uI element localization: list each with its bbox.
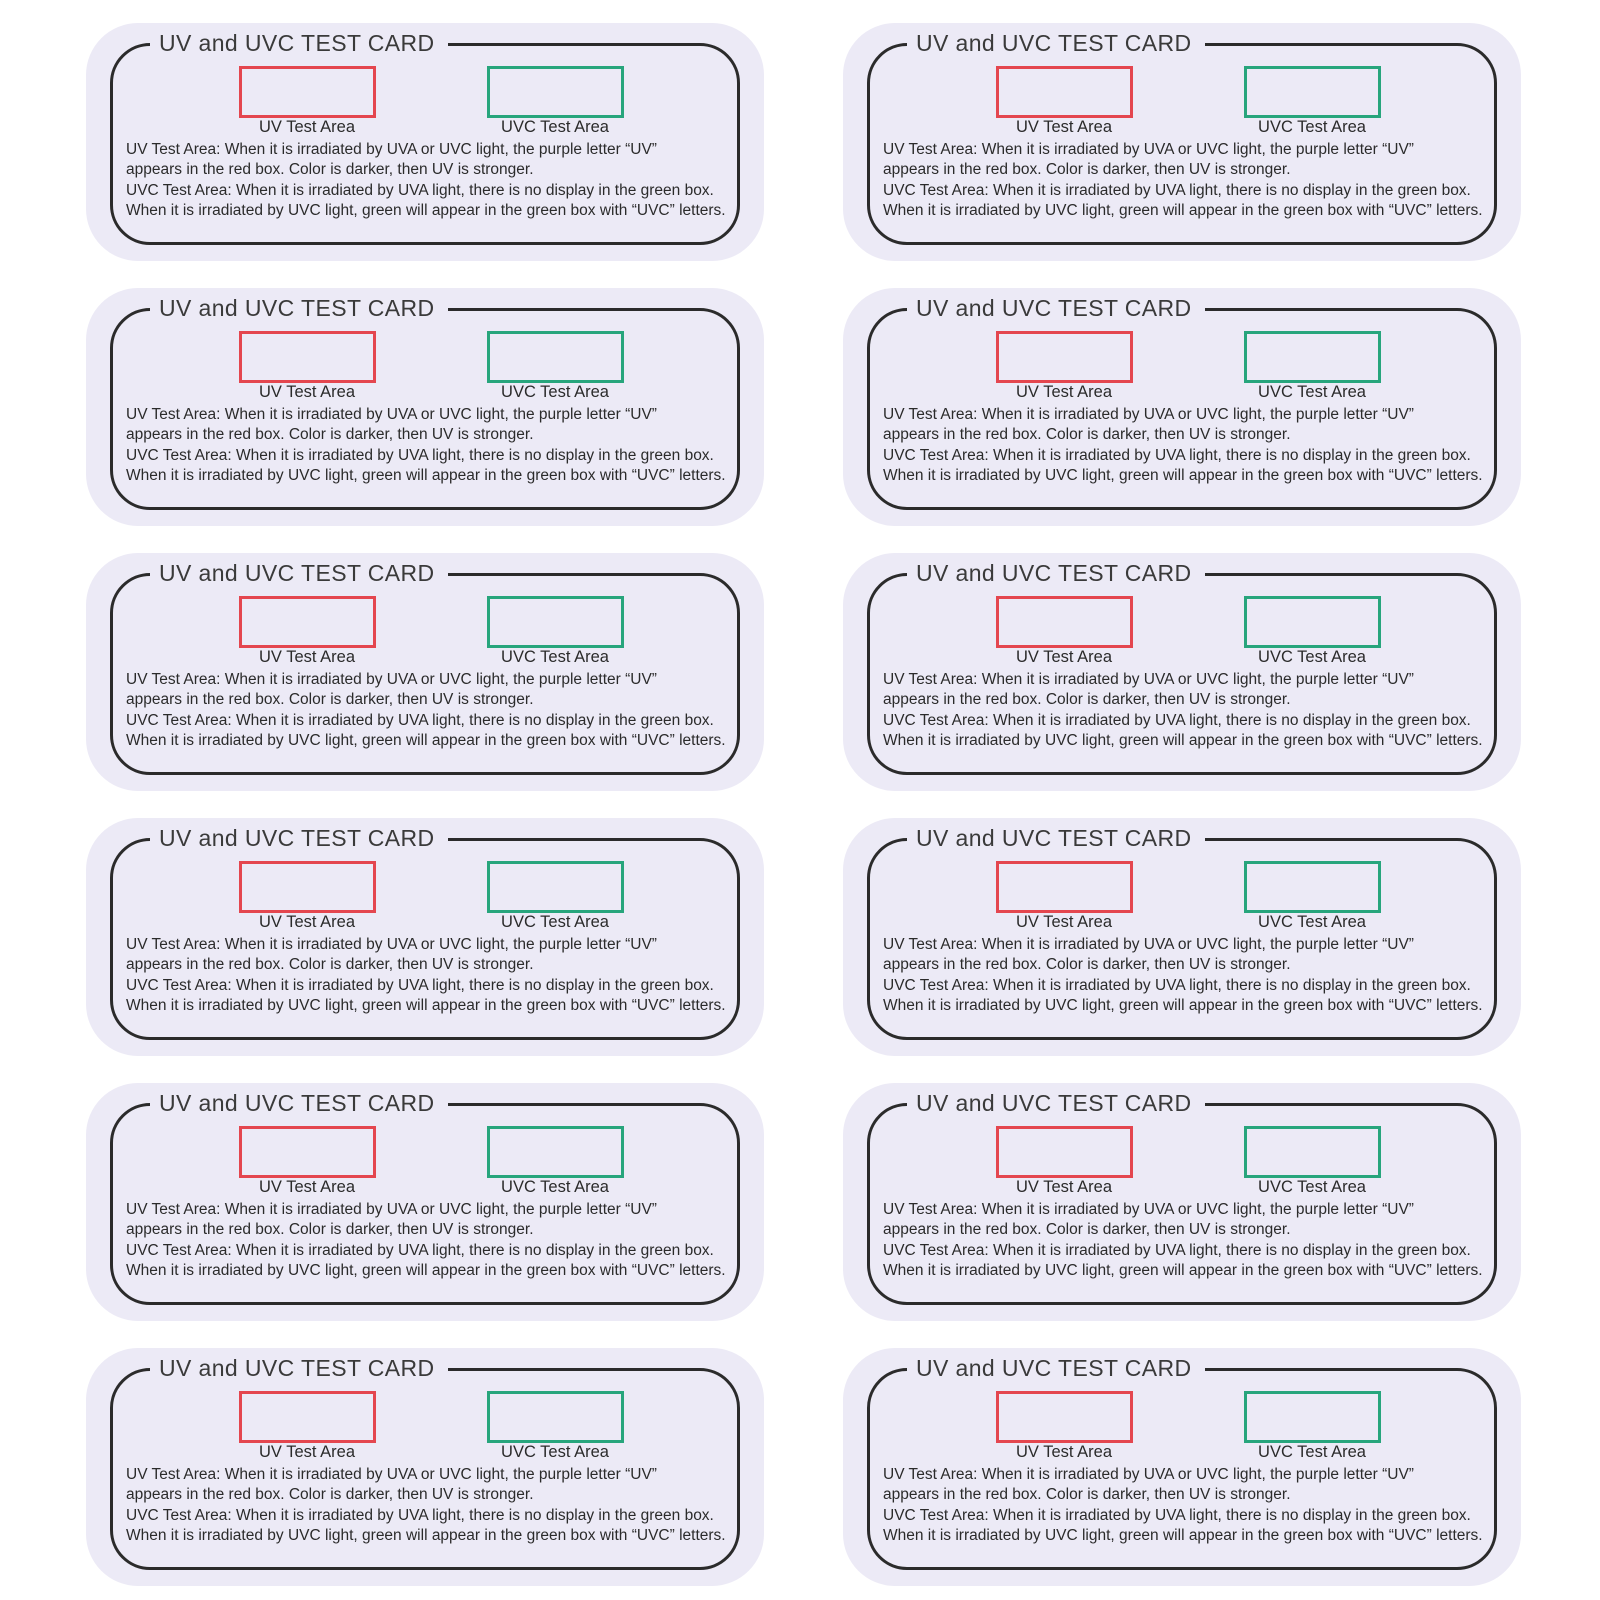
uv-test-label: UV Test Area bbox=[1016, 383, 1112, 401]
uv-test-box bbox=[239, 1126, 376, 1178]
card-title: UV and UVC TEST CARD bbox=[907, 560, 1205, 586]
uvc-test-box bbox=[1244, 331, 1381, 383]
instruction-line: appears in the red box. Color is darker, then UV is stronger. bbox=[126, 1486, 534, 1504]
instruction-line: UV Test Area: When it is irradiated by UVA or UVC light, the purple letter “UV” bbox=[126, 936, 657, 953]
instruction-line: UVC Test Area: When it is irradiated by UVA light, there is no display in the green box. bbox=[126, 711, 714, 729]
instruction-line: appears in the red box. Color is darker, then UV is stronger. bbox=[883, 956, 1291, 974]
instruction-line: When it is irradiated by UVC light, green will appear in the green box with “UVC” letters. bbox=[126, 201, 726, 219]
instructions bbox=[126, 1200, 726, 1281]
instructions bbox=[883, 140, 1483, 221]
test-card bbox=[843, 818, 1521, 1056]
instruction-line: UV Test Area: When it is irradiated by UVA or UVC light, the purple letter “UV” bbox=[126, 406, 657, 423]
uvc-test-label: UVC Test Area bbox=[501, 383, 609, 401]
uvc-test-box bbox=[487, 331, 624, 383]
uvc-test-box bbox=[487, 861, 624, 913]
instruction-line: UVC Test Area: When it is irradiated by UVA light, there is no display in the green box. bbox=[883, 1506, 1471, 1524]
uv-test-box bbox=[239, 1391, 376, 1443]
uvc-test-label: UVC Test Area bbox=[1258, 648, 1366, 666]
uvc-test-box bbox=[487, 1391, 624, 1443]
uvc-test-box bbox=[487, 596, 624, 648]
instruction-line: When it is irradiated by UVC light, green will appear in the green box with “UVC” letters. bbox=[126, 1261, 726, 1279]
uv-test-box bbox=[996, 1126, 1133, 1178]
uv-test-box bbox=[996, 1391, 1133, 1443]
uvc-test-box bbox=[487, 66, 624, 118]
card-title: UV and UVC TEST CARD bbox=[907, 295, 1205, 321]
instruction-line: UVC Test Area: When it is irradiated by UVA light, there is no display in the green box. bbox=[126, 1506, 714, 1524]
uv-test-box bbox=[239, 331, 376, 383]
instruction-line: When it is irradiated by UVC light, green will appear in the green box with “UVC” letters. bbox=[883, 996, 1483, 1014]
instructions bbox=[126, 405, 726, 486]
instruction-line: When it is irradiated by UVC light, green will appear in the green box with “UVC” letters. bbox=[883, 466, 1483, 484]
instruction-line: UVC Test Area: When it is irradiated by UVA light, there is no display in the green box. bbox=[126, 976, 714, 994]
instruction-line: UV Test Area: When it is irradiated by UVA or UVC light, the purple letter “UV” bbox=[883, 406, 1414, 423]
instruction-line: UVC Test Area: When it is irradiated by UVA light, there is no display in the green box. bbox=[883, 1241, 1471, 1259]
uvc-test-box bbox=[1244, 66, 1381, 118]
test-card bbox=[843, 553, 1521, 791]
instruction-line: UVC Test Area: When it is irradiated by UVA light, there is no display in the green box. bbox=[126, 446, 714, 464]
uvc-test-label: UVC Test Area bbox=[501, 648, 609, 666]
instruction-line: appears in the red box. Color is darker, then UV is stronger. bbox=[126, 691, 534, 709]
uvc-test-label: UVC Test Area bbox=[1258, 1443, 1366, 1461]
instructions bbox=[883, 670, 1483, 751]
uv-test-label: UV Test Area bbox=[1016, 648, 1112, 666]
uvc-test-label: UVC Test Area bbox=[1258, 118, 1366, 136]
card-title: UV and UVC TEST CARD bbox=[150, 1090, 448, 1116]
instruction-line: appears in the red box. Color is darker, then UV is stronger. bbox=[883, 426, 1291, 444]
instruction-line: UV Test Area: When it is irradiated by UVA or UVC light, the purple letter “UV” bbox=[126, 671, 657, 688]
instructions bbox=[883, 1465, 1483, 1546]
uvc-test-box bbox=[1244, 1126, 1381, 1178]
instruction-line: appears in the red box. Color is darker, then UV is stronger. bbox=[126, 1221, 534, 1239]
uvc-test-label: UVC Test Area bbox=[501, 118, 609, 136]
uv-test-label: UV Test Area bbox=[259, 118, 355, 136]
instructions bbox=[126, 140, 726, 221]
card-title: UV and UVC TEST CARD bbox=[150, 295, 448, 321]
card-title: UV and UVC TEST CARD bbox=[150, 30, 448, 56]
uv-test-label: UV Test Area bbox=[259, 383, 355, 401]
test-card bbox=[843, 1348, 1521, 1586]
instruction-line: appears in the red box. Color is darker, then UV is stronger. bbox=[126, 161, 534, 179]
test-card bbox=[843, 288, 1521, 526]
uvc-test-label: UVC Test Area bbox=[1258, 1178, 1366, 1196]
instruction-line: appears in the red box. Color is darker, then UV is stronger. bbox=[883, 161, 1291, 179]
uv-test-label: UV Test Area bbox=[259, 913, 355, 931]
instruction-line: appears in the red box. Color is darker, then UV is stronger. bbox=[126, 426, 534, 444]
instructions bbox=[126, 670, 726, 751]
card-title: UV and UVC TEST CARD bbox=[907, 1355, 1205, 1381]
card-title: UV and UVC TEST CARD bbox=[907, 825, 1205, 851]
card-title: UV and UVC TEST CARD bbox=[907, 1090, 1205, 1116]
instruction-line: UV Test Area: When it is irradiated by UVA or UVC light, the purple letter “UV” bbox=[883, 141, 1414, 158]
uvc-test-box bbox=[1244, 861, 1381, 913]
instruction-line: UVC Test Area: When it is irradiated by UVA light, there is no display in the green box. bbox=[126, 1241, 714, 1259]
uv-test-box bbox=[996, 331, 1133, 383]
test-card bbox=[86, 818, 764, 1056]
card-title: UV and UVC TEST CARD bbox=[907, 30, 1205, 56]
uvc-test-label: UVC Test Area bbox=[501, 1443, 609, 1461]
uvc-test-box bbox=[1244, 1391, 1381, 1443]
instruction-line: UVC Test Area: When it is irradiated by UVA light, there is no display in the green box. bbox=[883, 976, 1471, 994]
instruction-line: When it is irradiated by UVC light, green will appear in the green box with “UVC” letters. bbox=[126, 731, 726, 749]
uv-test-label: UV Test Area bbox=[1016, 118, 1112, 136]
instruction-line: UVC Test Area: When it is irradiated by UVA light, there is no display in the green box. bbox=[883, 446, 1471, 464]
uvc-test-label: UVC Test Area bbox=[1258, 913, 1366, 931]
instruction-line: When it is irradiated by UVC light, green will appear in the green box with “UVC” letters. bbox=[126, 1526, 726, 1544]
uv-test-label: UV Test Area bbox=[1016, 1178, 1112, 1196]
uv-test-label: UV Test Area bbox=[259, 1178, 355, 1196]
instruction-line: When it is irradiated by UVC light, green will appear in the green box with “UVC” letters. bbox=[883, 201, 1483, 219]
instructions bbox=[126, 1465, 726, 1546]
instruction-line: UV Test Area: When it is irradiated by UVA or UVC light, the purple letter “UV” bbox=[126, 1466, 657, 1483]
instruction-line: UVC Test Area: When it is irradiated by UVA light, there is no display in the green box. bbox=[883, 181, 1471, 199]
instruction-line: When it is irradiated by UVC light, green will appear in the green box with “UVC” letters. bbox=[883, 1261, 1483, 1279]
uv-test-box bbox=[996, 861, 1133, 913]
instruction-line: appears in the red box. Color is darker, then UV is stronger. bbox=[883, 1221, 1291, 1239]
instruction-line: UV Test Area: When it is irradiated by UVA or UVC light, the purple letter “UV” bbox=[883, 1201, 1414, 1218]
test-card bbox=[843, 1083, 1521, 1321]
uvc-test-label: UVC Test Area bbox=[501, 913, 609, 931]
instruction-line: UVC Test Area: When it is irradiated by UVA light, there is no display in the green box. bbox=[883, 711, 1471, 729]
card-title: UV and UVC TEST CARD bbox=[150, 1355, 448, 1381]
instruction-line: appears in the red box. Color is darker, then UV is stronger. bbox=[126, 956, 534, 974]
instruction-line: appears in the red box. Color is darker, then UV is stronger. bbox=[883, 1486, 1291, 1504]
instruction-line: appears in the red box. Color is darker, then UV is stronger. bbox=[883, 691, 1291, 709]
instruction-line: UV Test Area: When it is irradiated by UVA or UVC light, the purple letter “UV” bbox=[883, 1466, 1414, 1483]
instruction-line: UVC Test Area: When it is irradiated by UVA light, there is no display in the green box. bbox=[126, 181, 714, 199]
uv-test-label: UV Test Area bbox=[1016, 1443, 1112, 1461]
test-card bbox=[86, 23, 764, 261]
instruction-line: When it is irradiated by UVC light, green will appear in the green box with “UVC” letters. bbox=[883, 731, 1483, 749]
test-card bbox=[86, 288, 764, 526]
instruction-line: UV Test Area: When it is irradiated by UVA or UVC light, the purple letter “UV” bbox=[126, 1201, 657, 1218]
test-card bbox=[86, 1348, 764, 1586]
instructions bbox=[883, 405, 1483, 486]
uv-test-label: UV Test Area bbox=[259, 1443, 355, 1461]
card-title: UV and UVC TEST CARD bbox=[150, 825, 448, 851]
instruction-line: UV Test Area: When it is irradiated by UVA or UVC light, the purple letter “UV” bbox=[126, 141, 657, 158]
instruction-line: UV Test Area: When it is irradiated by UVA or UVC light, the purple letter “UV” bbox=[883, 671, 1414, 688]
uv-test-box bbox=[239, 596, 376, 648]
uv-test-label: UV Test Area bbox=[1016, 913, 1112, 931]
uv-test-box bbox=[239, 66, 376, 118]
uv-test-box bbox=[996, 596, 1133, 648]
uvc-test-label: UVC Test Area bbox=[501, 1178, 609, 1196]
instructions bbox=[883, 1200, 1483, 1281]
instructions bbox=[126, 935, 726, 1016]
test-card bbox=[843, 23, 1521, 261]
instruction-line: When it is irradiated by UVC light, green will appear in the green box with “UVC” letters. bbox=[126, 466, 726, 484]
uv-test-box bbox=[239, 861, 376, 913]
instructions bbox=[883, 935, 1483, 1016]
uvc-test-box bbox=[487, 1126, 624, 1178]
uvc-test-box bbox=[1244, 596, 1381, 648]
test-card bbox=[86, 553, 764, 791]
instruction-line: UV Test Area: When it is irradiated by UVA or UVC light, the purple letter “UV” bbox=[883, 936, 1414, 953]
card-title: UV and UVC TEST CARD bbox=[150, 560, 448, 586]
instruction-line: When it is irradiated by UVC light, green will appear in the green box with “UVC” letters. bbox=[126, 996, 726, 1014]
uv-test-box bbox=[996, 66, 1133, 118]
instruction-line: When it is irradiated by UVC light, green will appear in the green box with “UVC” letters. bbox=[883, 1526, 1483, 1544]
uvc-test-label: UVC Test Area bbox=[1258, 383, 1366, 401]
test-card bbox=[86, 1083, 764, 1321]
uv-test-label: UV Test Area bbox=[259, 648, 355, 666]
